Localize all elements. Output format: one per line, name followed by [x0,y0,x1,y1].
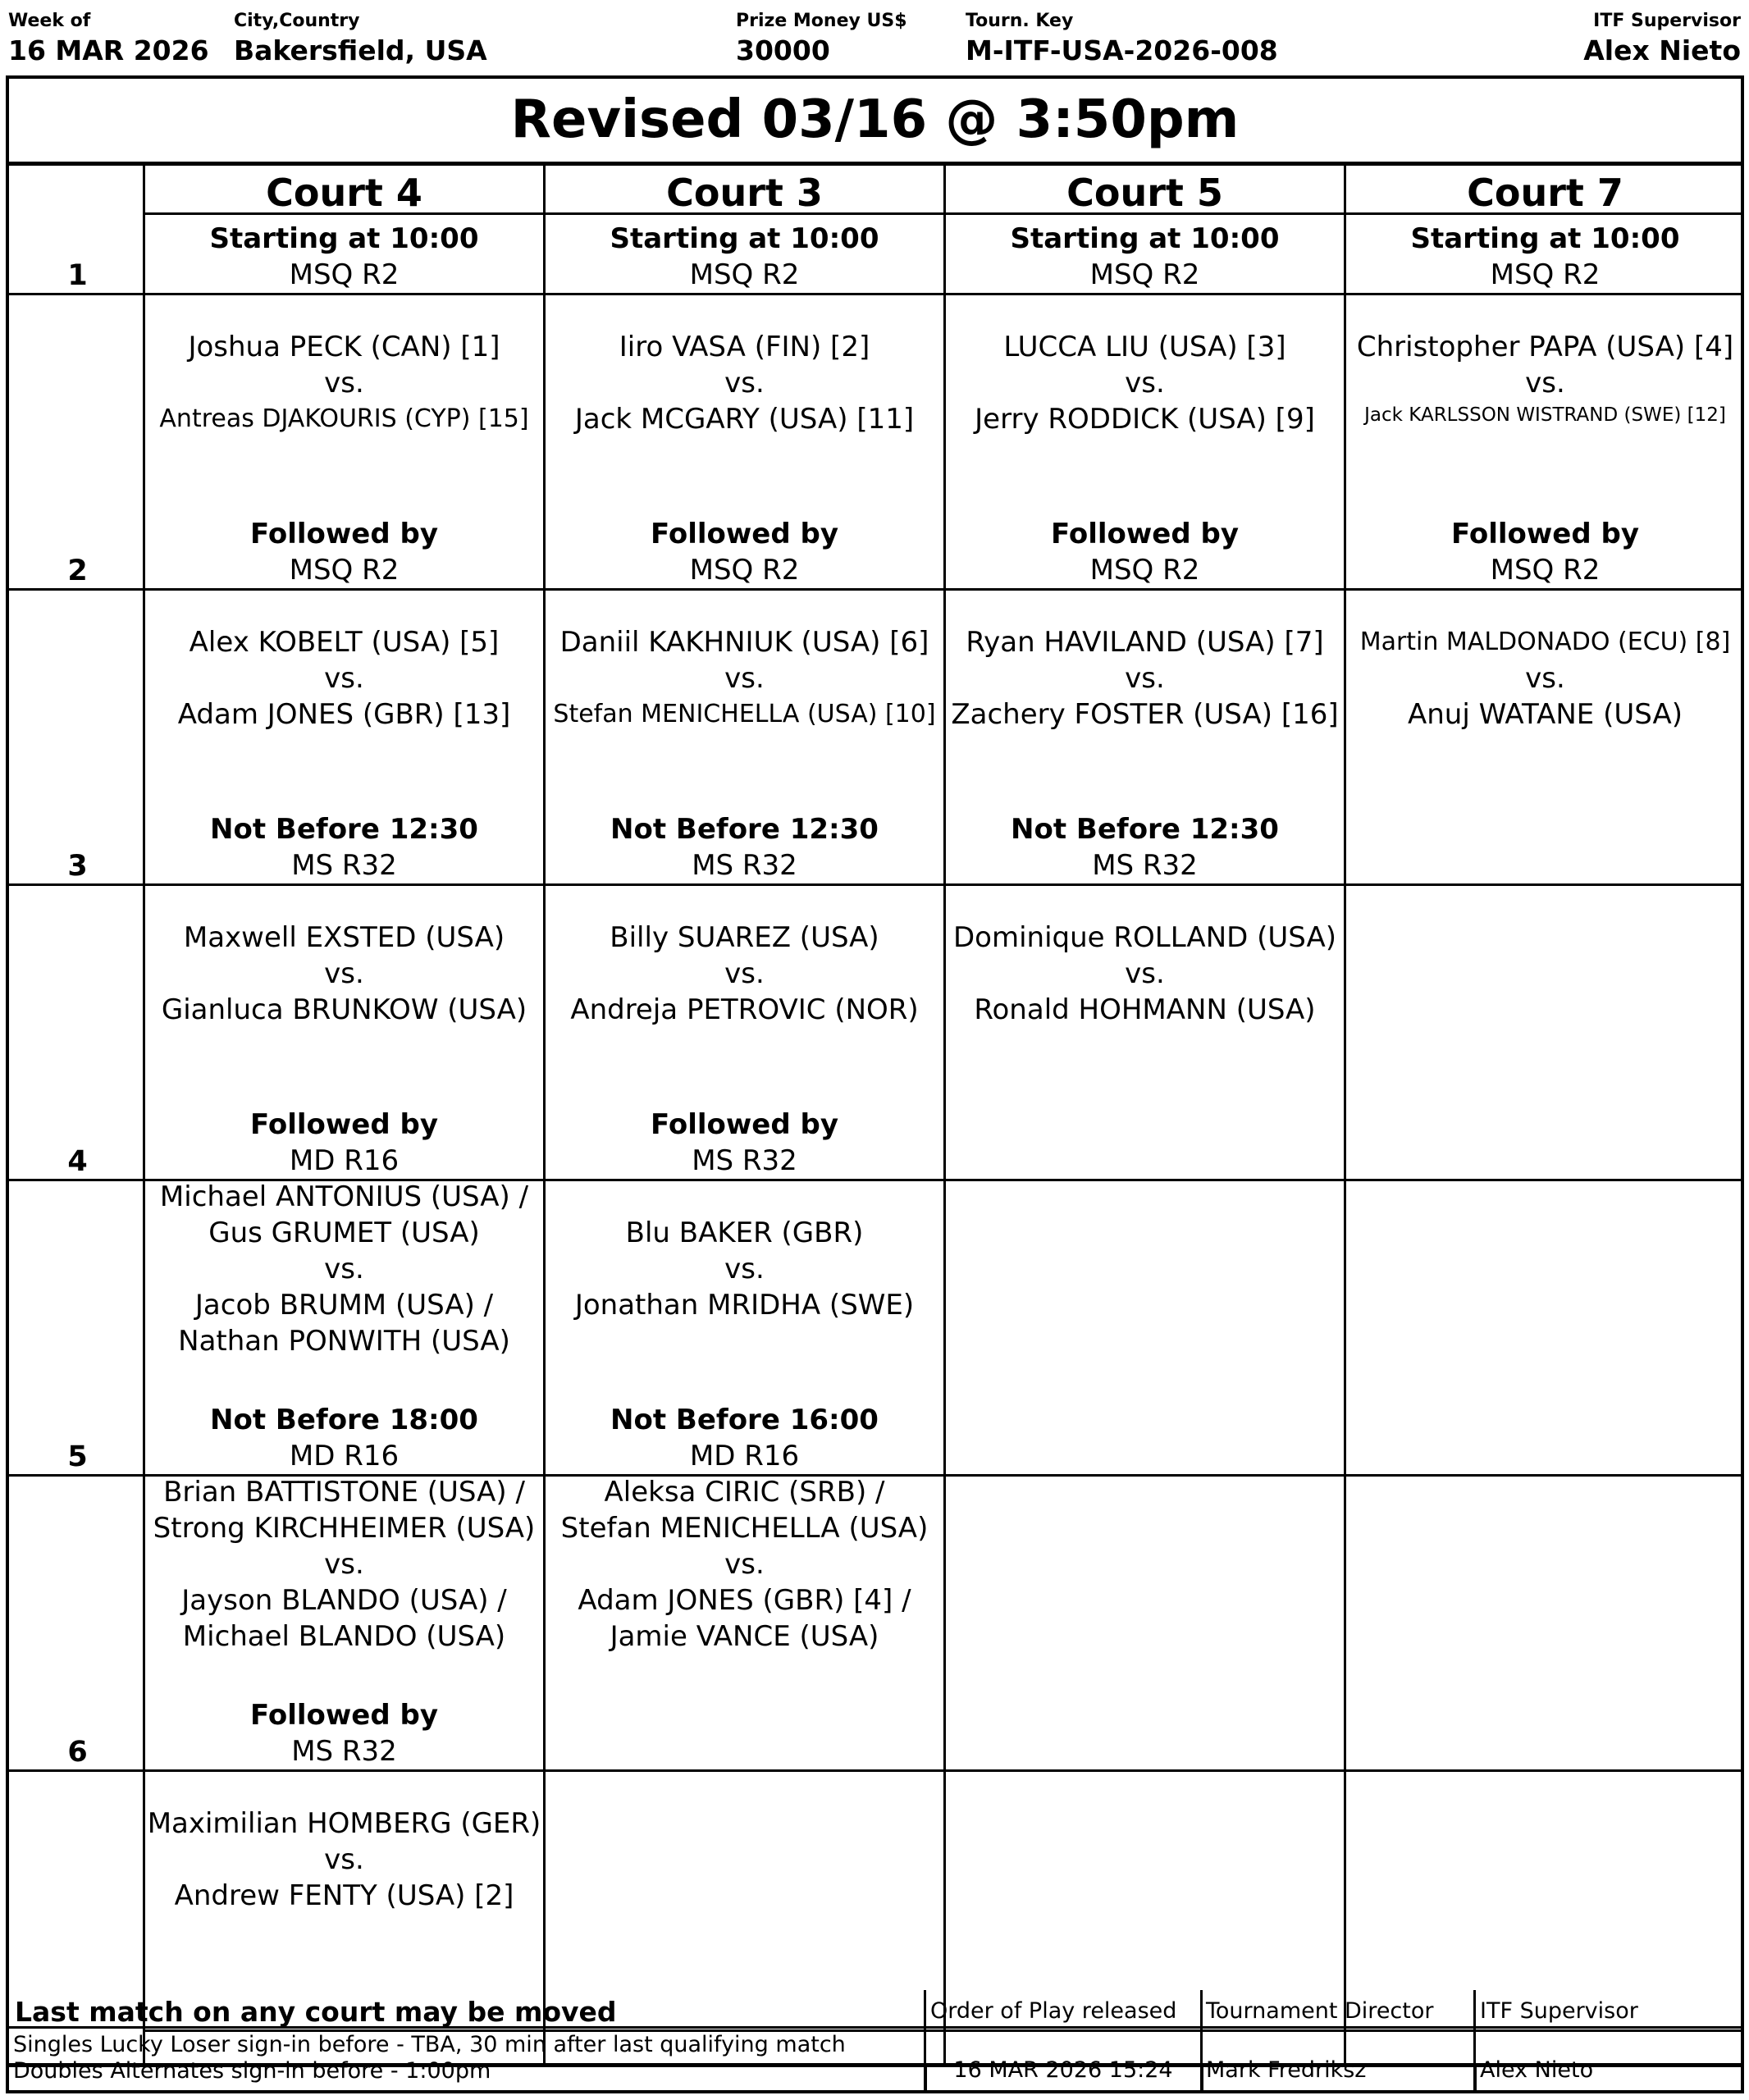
match-time: Starting at 10:00 [1410,222,1680,255]
row-number: 4 [67,1145,88,1178]
match-time: Followed by [249,1699,439,1732]
city-label: City,Country [234,11,360,31]
match-event: MSQ R2 [1089,554,1200,587]
week-label: Week of [8,11,91,31]
released-value: 16 MAR 2026 15:24 [953,2057,1173,2083]
team-1-player-a: Aleksa CIRIC (SRB) / [604,1476,885,1509]
versus: vs. [324,662,364,695]
row-number: 5 [67,1440,88,1473]
row-number: 3 [67,850,88,883]
player-1: Billy SUAREZ (USA) [610,921,879,954]
order-of-play-table [6,75,1744,2093]
team-1-player-a: Michael ANTONIUS (USA) / [159,1180,529,1213]
versus: vs. [324,1548,364,1581]
match-time: Not Before 12:30 [210,813,478,846]
player-2: Ronald HOHMANN (USA) [974,993,1316,1026]
match-time: Followed by [1050,518,1240,550]
player-1: Joshua PECK (CAN) [1] [188,331,500,363]
match-time: Followed by [650,1108,839,1141]
player-1: Dominique ROLLAND (USA) [952,921,1337,954]
row-number: 1 [67,259,88,292]
court-header-5: Court 5 [1066,171,1223,215]
match-time: Starting at 10:00 [1010,222,1280,255]
supervisor-block [1583,10,1741,69]
versus: vs. [324,1253,364,1285]
versus: vs. [324,957,364,990]
versus: vs. [1525,367,1565,399]
team-2-player-a: Jayson BLANDO (USA) / [181,1584,507,1617]
player-2: Stefan MENICHELLA (USA) [10] [553,700,936,728]
match-cell [546,1107,943,1323]
match-time: Not Before 16:00 [610,1404,879,1436]
player-1: Blu BAKER (GBR) [625,1217,864,1249]
team-2-player-a: Jacob BRUMM (USA) / [194,1289,494,1322]
prize-label: Prize Money US$ [736,11,907,31]
versus: vs. [724,1253,765,1285]
footer-supervisor-label: ITF Supervisor [1480,1998,1638,2024]
match-cell [546,516,943,733]
match-time: Followed by [249,518,439,550]
player-2: Gianluca BRUNKOW (USA) [161,993,527,1026]
match-time: Not Before 12:30 [610,813,879,846]
versus: vs. [1525,662,1565,695]
versus: vs. [1125,367,1165,399]
player-2: Jerry RODDICK (USA) [9] [975,403,1315,436]
versus: vs. [724,1548,765,1581]
team-2-player-a: Adam JONES (GBR) [4] / [578,1584,911,1617]
match-event: MSQ R2 [1490,258,1601,291]
prize-block [736,10,907,69]
week-block [8,10,209,69]
versus: vs. [324,367,364,399]
player-2: Jonathan MRIDHA (SWE) [574,1289,915,1322]
match-event: MS R32 [1092,849,1198,882]
versus: vs. [1125,957,1165,990]
match-cell [1346,221,1744,437]
match-event: MS R32 [692,849,797,882]
match-time: Followed by [249,1108,439,1141]
player-2: Antreas DJAKOURIS (CYP) [15] [159,404,529,433]
player-1: Alex KOBELT (USA) [5] [189,626,500,659]
match-event: MD R16 [689,1440,800,1472]
match-cell [546,1402,943,1655]
director-value: Mark Fredriksz [1206,2057,1367,2083]
match-event: MSQ R2 [689,554,800,587]
prize-value: 30000 [736,34,830,66]
match-cell [145,1402,543,1655]
team-1-player-b: Gus GRUMET (USA) [208,1217,480,1249]
released-label: Order of Play released [930,1998,1177,2024]
match-cell [145,1107,543,1359]
match-cell [145,516,543,733]
director-label: Tournament Director [1206,1998,1434,2024]
player-1: Maximilian HOMBERG (GER) [147,1807,541,1840]
match-event: MS R32 [692,1144,797,1177]
player-2: Anuj WATANE (USA) [1408,698,1683,731]
match-event: MSQ R2 [689,258,800,291]
match-cell [145,221,543,437]
court-header-7: Court 7 [1467,171,1623,215]
match-cell [946,516,1344,733]
doubles-alternates-note: Doubles Alternates sign-in before - 1:00pm [13,2058,491,2084]
player-2: Jack KARLSSON WISTRAND (SWE) [12] [1364,404,1726,426]
player-1: Maxwell EXSTED (USA) [183,921,505,954]
footer-divider [1200,1990,1203,2093]
match-time: Not Before 18:00 [210,1404,478,1436]
match-event: MSQ R2 [1089,258,1200,291]
match-cell [946,221,1344,437]
match-time: Followed by [1450,518,1640,550]
tournament-key-block [966,10,1278,69]
team-1-player-b: Strong KIRCHHEIMER (USA) [153,1512,536,1545]
team-1-player-a: Brian BATTISTONE (USA) / [163,1476,525,1509]
match-cell [1346,516,1744,733]
match-cell [946,811,1344,1028]
versus: vs. [724,662,765,695]
footer-divider [1473,1990,1476,2093]
match-time: Not Before 12:30 [1011,813,1279,846]
player-2: Andreja PETROVIC (NOR) [570,993,919,1026]
player-2: Andrew FENTY (USA) [2] [174,1879,514,1912]
row-number: 6 [67,1736,88,1769]
supervisor-label: ITF Supervisor [1593,11,1741,31]
team-2-player-b: Jamie VANCE (USA) [610,1620,879,1653]
match-cell [546,811,943,1028]
grid-line [1344,162,1346,2064]
match-cell [546,221,943,437]
city-block [234,10,487,69]
supervisor-value: Alex Nieto [1583,34,1741,66]
player-1: Ryan HAVILAND (USA) [7] [966,626,1324,659]
versus: vs. [1125,662,1165,695]
match-event: MD R16 [289,1144,400,1177]
match-cell [145,1697,543,1914]
player-1: LUCCA LIU (USA) [3] [1003,331,1286,363]
match-event: MSQ R2 [289,258,400,291]
versus: vs. [724,957,765,990]
match-time: Starting at 10:00 [209,222,479,255]
team-2-player-b: Michael BLANDO (USA) [182,1620,506,1653]
match-event: MS R32 [291,1735,397,1768]
player-1: Daniil KAKHNIUK (USA) [6] [559,626,929,659]
player-1: Christopher PAPA (USA) [4] [1356,331,1734,363]
player-2: Zachery FOSTER (USA) [16] [951,698,1339,731]
row-number: 2 [67,555,88,587]
versus: vs. [724,367,765,399]
match-cell [145,811,543,1028]
player-2: Adam JONES (GBR) [13] [177,698,511,731]
week-value: 16 MAR 2026 [8,34,209,66]
page-title: Revised 03/16 @ 3:50pm [9,79,1741,166]
match-event: MD R16 [289,1440,400,1472]
team-1-player-b: Stefan MENICHELLA (USA) [560,1512,929,1545]
match-event: MSQ R2 [1490,554,1601,587]
match-time: Followed by [650,518,839,550]
lucky-loser-note: Singles Lucky Loser sign-in before - TBA, 30 min after last qualifying match [13,2032,846,2057]
player-2: Jack MCGARY (USA) [11] [574,403,915,436]
footer-supervisor-value: Alex Nieto [1480,2057,1594,2083]
court-header-4: Court 4 [266,171,422,215]
tournament-key-label: Tourn. Key [966,11,1074,31]
footer-note: Last match on any court may be moved [15,1996,617,2028]
match-event: MSQ R2 [289,554,400,587]
court-header-3: Court 3 [666,171,823,215]
match-time: Starting at 10:00 [610,222,879,255]
match-event: MS R32 [291,849,397,882]
player-1: Martin MALDONADO (ECU) [8] [1359,628,1731,656]
team-2-player-b: Nathan PONWITH (USA) [178,1325,510,1358]
player-1: Iiro VASA (FIN) [2] [619,331,870,363]
versus: vs. [324,1843,364,1876]
grid-line [943,162,946,2064]
tournament-key-value: M-ITF-USA-2026-008 [966,34,1278,66]
city-value: Bakersfield, USA [234,34,487,66]
